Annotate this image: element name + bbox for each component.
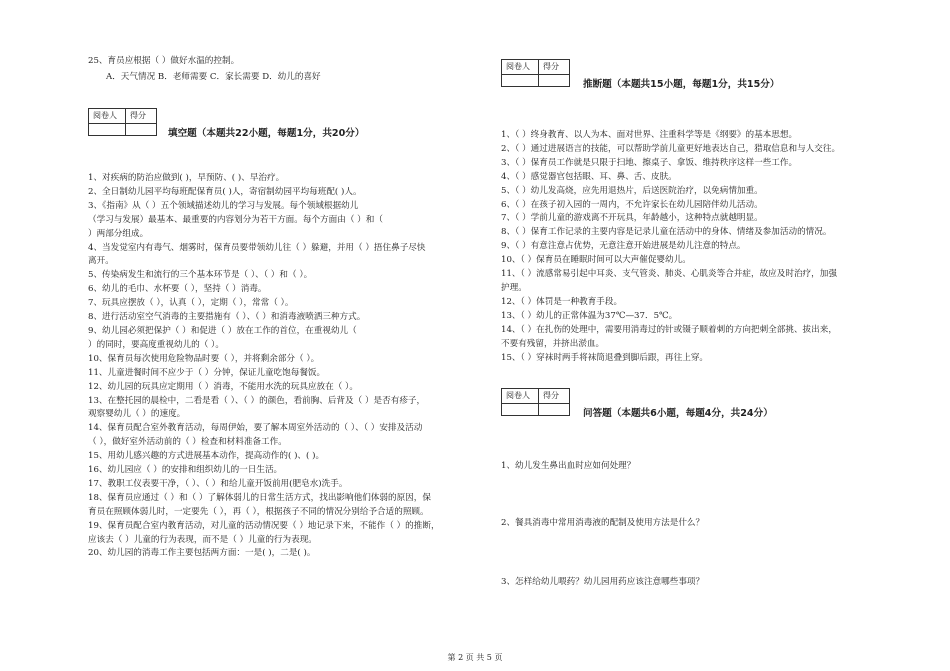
fill-question-line: 12、幼儿园的玩具应定期用（ ）消毒，不能用水洗的玩具应放在（ ）。	[88, 381, 358, 392]
judge-question-line: 11、（ ）流感常易引起中耳炎、支气管炎、肺炎、心肌炎等合并症，故应及时治疗，加强	[501, 269, 837, 280]
fill-question-line: 13、在整托园的晨检中，二看是看（ ）、（ ）的颜色，看前胸、后背及（ ）是否有疹子，	[88, 395, 426, 406]
fill-question-line: 4、当发觉室内有毒气、烟雾时，保育员要带领幼儿往（ ）躲避，并用（ ）捂住鼻子尽快	[88, 242, 426, 253]
fill-question-line: （学习与发展）最基本、最重要的内容划分为若干方面。每个方面由（ ）和（	[88, 214, 383, 225]
judge-questions	[501, 129, 896, 365]
judge-question-line: 13、（ ）幼儿的正常体温为37℃—37．5℃。	[501, 310, 678, 321]
score-box-score-label: 得分	[126, 109, 157, 124]
question-25-options: A．天气情况 B．老师需要 C．家长需要 D．幼儿的喜好	[106, 72, 321, 82]
judge-score-box	[501, 59, 570, 87]
fill-question-line: 16、幼儿园应（ ）的安排和组织幼儿的一日生活。	[88, 465, 283, 476]
page-footer: 第 2 页 共 5 页	[447, 653, 503, 662]
judge-question-line: 15、（ ）穿袜时两手将袜筒退叠到脚后跟，再往上穿。	[501, 352, 709, 363]
score-box-score-cell[interactable]	[126, 123, 157, 135]
fill-question-line: 9、幼儿园必须把保护（ ）和促进（ ）放在工作的首位，在重视幼儿（	[88, 325, 357, 336]
fill-question-line: 观察婴幼儿（ ）的速度。	[88, 409, 186, 420]
judge-question-line: 1、（ ）终身教育、以人为本、面对世界、注重科学等是《纲要》的基本思想。	[501, 130, 798, 140]
judge-question-line: 2、（ ）通过进展语言的技能，可以帮助学前儿童更好地表达自己，猎取信息和与人交往。	[501, 143, 841, 154]
qa-question-2: 2、餐具消毒中常用消毒液的配制及使用方法是什么？	[501, 518, 705, 528]
score-box-score-label: 得分	[539, 60, 570, 75]
judge-question-line: 护理。	[501, 282, 527, 293]
fill-score-box	[88, 108, 157, 136]
judge-question-line: 10、（ ）保育员在睡眠时间可以大声催促婴幼儿。	[501, 255, 691, 266]
judge-question-line: 12、（ ）体罚是一种教育手段。	[501, 296, 623, 307]
fill-question-line: 3、《指南》从（ ）五个领域描述幼儿的学习与发展。每个领域根据幼儿	[88, 200, 359, 211]
judge-question-line: 6、（ ）在孩子初入园的一周内，不允许家长在幼儿园陪伴幼儿活动。	[501, 199, 763, 210]
judge-question-line: 3、（ ）保育员工作就是只限于扫地、擦桌子、拿饭、维持秩序这样一些工作。	[501, 157, 798, 168]
judge-question-line: 5、（ ）幼儿发高烧，应先用退热片，后送医院治疗，以免病情加重。	[501, 185, 763, 196]
score-box-reviewer-label: 阅卷人	[502, 389, 539, 404]
qa-score-box	[501, 388, 570, 416]
fill-question-line: （ ），做好室外活动前的（ ）检查和材料准备工作。	[88, 437, 287, 448]
judge-question-line: 7、（ ）学前儿童的游戏离不开玩具，年龄越小，这种特点就越明显。	[501, 213, 763, 224]
fill-question-line: ）的同时，要高度重视幼儿的（ ）。	[88, 339, 224, 350]
fill-question-line: 20、幼儿园的消毒工作主要包括两方面：一是( )，二是( )。	[88, 548, 316, 559]
fill-question-line: 17、教职工仪表要干净，（ ）、（ ）和给儿童开饭前用(肥皂水)洗手。	[88, 478, 348, 489]
score-box-score-cell[interactable]	[539, 74, 570, 86]
fill-question-line: 18、保育员应通过（ ）和（ ）了解体弱儿的日常生活方式，找出影响他们体弱的原因，保	[88, 492, 431, 503]
judge-section-title: 推断题（本题共15小题，每题1分，共15分）	[583, 79, 780, 90]
qa-question-3: 3、怎样给幼儿喂药？幼儿园用药应该注意哪些事项？	[501, 577, 705, 587]
fill-question-line: 6、幼儿的毛巾、水杯要（ ），坚持（ ）消毒。	[88, 284, 267, 295]
score-box-score-cell[interactable]	[539, 403, 570, 415]
fill-question-line: 离开。	[88, 256, 114, 267]
fill-question-line: ）两部分组成。	[88, 228, 149, 239]
fill-question-line: 应该去（ ）儿童的行为表现，而不是（ ）儿童的行为表现。	[88, 534, 317, 545]
qa-section-title: 问答题（本题共6小题，每题4分，共24分）	[583, 408, 773, 419]
score-box-reviewer-label: 阅卷人	[502, 60, 539, 75]
judge-question-line: 8、（ ）保育工作记录的主要内容是记录儿童在活动中的身体、情绪及参加活动的情况。	[501, 227, 832, 238]
judge-question-line: 14、（ ）在扎伤的处理中，需要用消毒过的针或镊子顺着刺的方向把刺全部挑、拔出来，	[501, 324, 837, 335]
fill-question-line: 1、对疾病的防治应做到( )，早预防、( )、早治疗。	[88, 173, 285, 183]
fill-question-line: 8、进行活动室空气消毒的主要措施有（ ）、（ ）和消毒液喷洒三种方式。	[88, 312, 366, 323]
judge-question-line: 不要有残留，并挤出淤血。	[501, 338, 605, 349]
fill-question-line: 15、用幼儿感兴趣的方式进展基本动作，提高动作的( )、( )。	[88, 451, 325, 462]
fill-question-line: 10、保育员每次使用危险物品时要（ ），并将剩余部分（ ）。	[88, 353, 320, 364]
fill-question-line: 育员在照顾体弱儿时，一定要先（ ），再（ ），根据孩子不同的情况分别给予合适的照顾。	[88, 506, 429, 517]
qa-question-1: 1、幼儿发生鼻出血时应如何处理？	[501, 461, 636, 471]
question-25: 25、育员应根据（ ）做好水温的控制。	[88, 56, 240, 66]
fill-section-title: 填空题（本题共22小题，每题1分，共20分）	[168, 128, 365, 139]
fill-question-line: 5、传染病发生和流行的三个基本环节是（ ）、（ ）和（ ）。	[88, 270, 313, 281]
score-box-reviewer-cell[interactable]	[502, 403, 539, 415]
score-box-score-label: 得分	[539, 389, 570, 404]
score-box-reviewer-cell[interactable]	[89, 123, 126, 135]
fill-question-line: 2、全日制幼儿园平均每班配保育员( )人，寄宿制幼园平均每班配( )人。	[88, 186, 362, 197]
fill-question-line: 7、玩具应摆放（ ），认真（ ），定期（ ），常常（ ）。	[88, 298, 294, 309]
fill-question-line: 19、保育员配合室内教育活动，对儿童的活动情况要（ ）地记录下来，不能作（ ）的推断，	[88, 520, 440, 531]
fill-question-line: 11、儿童进餐时间不应少于（ ）分钟，保证儿童吃饱每餐饭。	[88, 367, 326, 378]
score-box-reviewer-cell[interactable]	[502, 74, 539, 86]
fill-question-line: 14、保育员配合室外教育活动，每周伊始，要了解本周室外活动的（ ）、（ ）安排及活动	[88, 423, 423, 434]
judge-question-line: 9、（ ）有意注意占优势，无意注意开始进展是幼儿注意的特点。	[501, 241, 746, 252]
score-box-reviewer-label: 阅卷人	[89, 109, 126, 124]
judge-question-line: 4、（ ）感觉器官包括眼、耳、鼻、舌、皮肤。	[501, 171, 677, 182]
fill-questions	[88, 172, 483, 561]
